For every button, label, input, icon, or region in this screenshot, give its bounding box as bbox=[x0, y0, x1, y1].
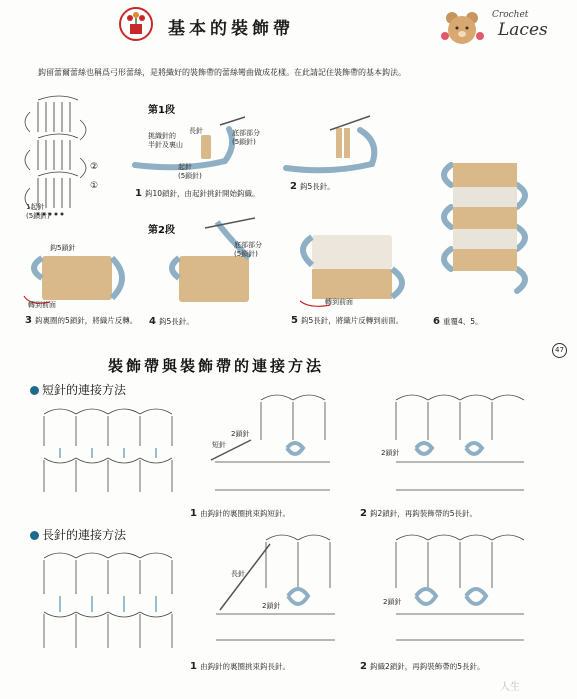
bear-icon bbox=[440, 8, 484, 46]
step5-illustration bbox=[290, 225, 420, 310]
step4-illustration bbox=[165, 218, 275, 313]
row1-marker: ① bbox=[90, 181, 99, 191]
caption-step-4: 4 鈎5長針。 bbox=[149, 316, 194, 327]
chain2-label: 2鎖針 bbox=[231, 430, 250, 438]
section2-title: 裝飾帶與裝飾帶的連接方法 bbox=[108, 357, 325, 375]
brand-big: Laces bbox=[498, 20, 548, 40]
bullet-dot-icon bbox=[30, 386, 39, 395]
short-join-step2 bbox=[390, 390, 530, 500]
caption-step-2: 2 鈎5長針。 bbox=[290, 181, 335, 192]
long-join-step2 bbox=[390, 530, 530, 650]
short-join-chart bbox=[40, 402, 180, 502]
start-chain-step-label: 起針 (5鎖針) bbox=[178, 163, 202, 180]
intro-text: 鈎留蕾爾蕾絲也稱爲弓形蕾絲，是將織好的裝飾帶的蕾絲彎曲做成花樣。在此請記住裝飾帶的基本鈎法。 bbox=[38, 68, 406, 77]
start-chain-label: 1起針 (5鎖針) bbox=[26, 203, 50, 220]
step6-illustration bbox=[435, 155, 535, 305]
turn-front2-label: 轉到前面 bbox=[325, 298, 353, 306]
sub1-heading: 短針的連接方法 bbox=[30, 381, 126, 398]
page-number: 47 bbox=[552, 343, 567, 358]
brand-block bbox=[440, 6, 560, 46]
bullet-dot-icon bbox=[30, 531, 39, 540]
caption-step-6: 6 重覆4、5。 bbox=[433, 316, 483, 327]
long-stitch-label: 長針 bbox=[189, 127, 203, 135]
caption-step-5: 5 鈎5長針，將織片反轉到前面。 bbox=[291, 315, 404, 326]
caption-long-2: 2 鈎織2鎖針，再鈎裝飾帶的5長針。 bbox=[360, 661, 485, 672]
long-join-step1 bbox=[210, 530, 340, 650]
brand-small: Crochet bbox=[492, 10, 529, 20]
step2-illustration bbox=[280, 112, 390, 182]
chain5-label: 鈎5鎖針 bbox=[50, 244, 76, 252]
caption-step-3: 3 鈎裏圈的5鎖針，將織片反轉。 bbox=[25, 315, 138, 326]
caption-short-1: 1 由鈎針的裏圈挑束鈎短針。 bbox=[190, 508, 290, 519]
bottom-part2-label: 底部部分 (5鎖針) bbox=[234, 241, 262, 258]
chain2b-label: 2鎖針 bbox=[381, 449, 400, 457]
caption-step-1: 1 鈎10鎖針，由起針挑針開始鈎織。 bbox=[135, 188, 260, 199]
bottom-part-label: 底部部分 (5鎖針) bbox=[232, 129, 260, 146]
watermark: 人生 bbox=[500, 682, 520, 693]
turn-front-label: 轉到前面 bbox=[28, 301, 56, 309]
caption-long-1: 1 由鈎針的裏圈挑束鈎長針。 bbox=[190, 661, 290, 672]
bouquet-logo-icon bbox=[118, 6, 154, 42]
chain2d-label: 2鎖針 bbox=[383, 598, 402, 606]
short-stitch-label: 短針 bbox=[212, 441, 226, 449]
chain2c-label: 2鎖針 bbox=[262, 602, 281, 610]
long-join-chart bbox=[40, 548, 180, 658]
page-title: 基本的裝飾帶 bbox=[168, 19, 294, 39]
caption-short-2: 2 鈎2鎖針，再鈎裝飾帶的5長針。 bbox=[360, 508, 478, 519]
step2-heading: 第2段 bbox=[148, 225, 175, 236]
sub2-heading: 長針的連接方法 bbox=[30, 526, 126, 543]
step1-heading: 第1段 bbox=[148, 105, 175, 116]
long-stitch-step-label: 長針 bbox=[231, 570, 245, 578]
pick-back-label: 挑織針的 半針及裏山 bbox=[148, 132, 183, 149]
row2-marker: ② bbox=[90, 162, 99, 172]
